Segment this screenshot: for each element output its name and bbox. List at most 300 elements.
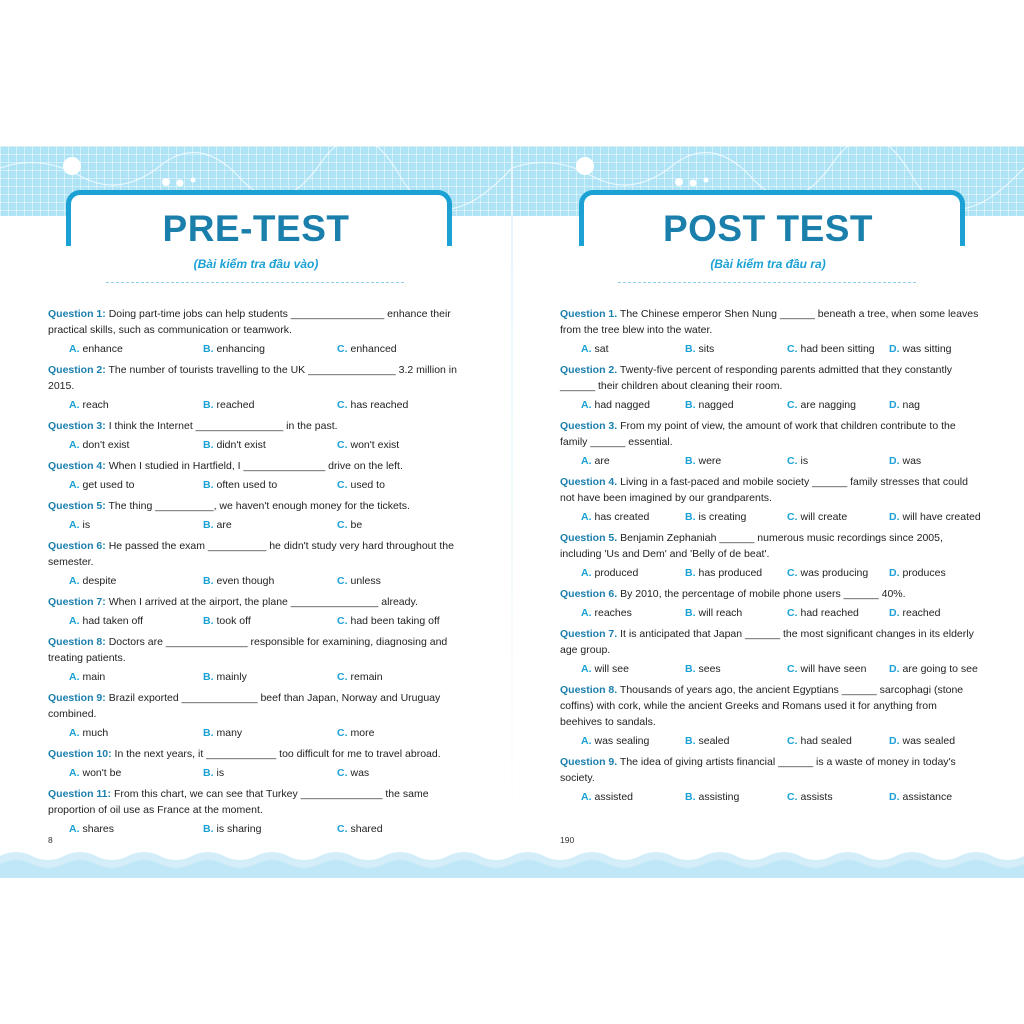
- question-label: Question 2.: [560, 364, 618, 376]
- option-text: nag: [902, 399, 921, 411]
- answer-option: [203, 765, 337, 781]
- question-label: Question 2:: [48, 364, 106, 376]
- answer-option: [685, 565, 787, 581]
- option-text: are: [216, 519, 232, 531]
- question-label: Question 3.: [560, 420, 618, 432]
- question-label: Question 4:: [48, 460, 106, 472]
- option-text: enhancing: [216, 343, 265, 355]
- answer-option: [48, 437, 203, 453]
- option-text: was sitting: [902, 343, 952, 355]
- answer-option: [787, 789, 889, 805]
- option-letter: D.: [889, 399, 900, 411]
- option-letter: B.: [685, 399, 696, 411]
- answer-option: [685, 341, 787, 357]
- post-test-page: [512, 146, 1024, 878]
- option-text: more: [350, 727, 375, 739]
- question-label: Question 6:: [48, 540, 106, 552]
- option-text: assistance: [902, 791, 953, 803]
- question-stem: [48, 594, 468, 610]
- option-letter: A.: [69, 575, 80, 587]
- option-text: has reached: [350, 399, 409, 411]
- question-item: [48, 418, 468, 453]
- question-stem: [48, 458, 468, 474]
- option-text: had taken off: [82, 615, 144, 627]
- option-text: sealed: [698, 735, 730, 747]
- answer-option: [787, 341, 889, 357]
- answer-option: [685, 661, 787, 677]
- question-stem: [48, 498, 468, 514]
- option-text: is creating: [698, 511, 747, 523]
- option-letter: D.: [889, 607, 900, 619]
- question-list: [560, 306, 980, 810]
- option-letter: D.: [889, 791, 900, 803]
- answer-option: [337, 765, 471, 781]
- answer-option: [48, 573, 203, 589]
- answer-option: [48, 613, 203, 629]
- option-text: often used to: [216, 479, 278, 491]
- option-text: are going to see: [902, 663, 978, 675]
- question-text: By 2010, the percentage of mobile phone users ______ 40%.: [620, 588, 906, 600]
- option-text: despite: [82, 575, 117, 587]
- answer-option: [889, 605, 991, 621]
- question-label: Question 7:: [48, 596, 106, 608]
- option-letter: A.: [69, 439, 80, 451]
- answer-options: [48, 725, 468, 741]
- answer-option: [685, 509, 787, 525]
- question-stem: [48, 786, 468, 818]
- question-stem: [560, 418, 980, 450]
- option-text: produces: [902, 567, 946, 579]
- option-letter: B.: [203, 823, 214, 835]
- question-text: When I studied in Hartfield, I ______________ drive on the left.: [108, 460, 403, 472]
- option-letter: A.: [69, 727, 80, 739]
- question-label: Question 3:: [48, 420, 106, 432]
- answer-options: [560, 509, 980, 525]
- option-text: don't exist: [82, 439, 130, 451]
- answer-option: [685, 605, 787, 621]
- option-text: won't exist: [350, 439, 400, 451]
- option-letter: A.: [69, 767, 80, 779]
- question-item: [48, 362, 468, 413]
- answer-option: [787, 509, 889, 525]
- option-text: unless: [350, 575, 381, 587]
- question-item: [560, 754, 980, 805]
- question-text: Living in a fast-paced and mobile society ______ family stresses that could not have been imagined by our grandparents.: [560, 476, 968, 504]
- option-letter: C.: [787, 511, 798, 523]
- question-label: Question 9.: [560, 756, 618, 768]
- answer-option: [685, 733, 787, 749]
- answer-option: [685, 789, 787, 805]
- question-stem: [560, 474, 980, 506]
- option-text: remain: [350, 671, 383, 683]
- question-item: [48, 538, 468, 589]
- answer-options: [560, 453, 980, 469]
- answer-option: [889, 453, 991, 469]
- answer-option: [203, 725, 337, 741]
- answer-option: [48, 517, 203, 533]
- page-number: 8: [48, 835, 53, 845]
- pre-test-page: [0, 146, 512, 878]
- question-label: Question 6.: [560, 588, 618, 600]
- option-letter: B.: [203, 479, 214, 491]
- answer-option: [48, 725, 203, 741]
- question-text: Doctors are ______________ responsible for examining, diagnosing and treating patients.: [48, 636, 448, 664]
- option-letter: D.: [889, 663, 900, 675]
- answer-option: [337, 725, 471, 741]
- page-number: 190: [560, 835, 575, 845]
- question-item: [48, 786, 468, 837]
- option-letter: A.: [69, 343, 80, 355]
- option-text: has created: [594, 511, 650, 523]
- question-label: Question 5.: [560, 532, 618, 544]
- option-letter: A.: [581, 343, 592, 355]
- question-text: From my point of view, the amount of work that children contribute to the family ______ essential.: [560, 420, 956, 448]
- option-text: even though: [216, 575, 275, 587]
- answer-option: [560, 789, 685, 805]
- question-label: Question 8.: [560, 684, 618, 696]
- answer-option: [48, 765, 203, 781]
- option-letter: C.: [787, 663, 798, 675]
- question-item: [560, 626, 980, 677]
- option-letter: B.: [685, 791, 696, 803]
- answer-option: [560, 565, 685, 581]
- option-letter: A.: [581, 567, 592, 579]
- option-letter: C.: [337, 519, 348, 531]
- answer-option: [560, 397, 685, 413]
- option-letter: C.: [337, 399, 348, 411]
- question-text: The thing __________, we haven't enough money for the tickets.: [108, 500, 410, 512]
- answer-option: [889, 565, 991, 581]
- option-letter: B.: [203, 575, 214, 587]
- option-text: many: [216, 727, 243, 739]
- option-letter: B.: [203, 727, 214, 739]
- option-text: were: [698, 455, 722, 467]
- question-text: Thousands of years ago, the ancient Egyptians ______ sarcophagi (stone coffins) with cork, while the ancient Greeks and Romans used it for anything from beehives to sandals.: [560, 684, 964, 728]
- option-text: will reach: [698, 607, 743, 619]
- option-text: will see: [594, 663, 629, 675]
- option-text: had been sitting: [800, 343, 875, 355]
- option-letter: D.: [889, 511, 900, 523]
- divider: [106, 282, 404, 283]
- answer-option: [203, 613, 337, 629]
- question-text: From this chart, we can see that Turkey ______________ the same proportion of oil use as France at the moment.: [48, 788, 429, 816]
- question-text: Doing part-time jobs can help students ________________ enhance their practical skills, such as communication or teamwork.: [48, 308, 451, 336]
- option-letter: B.: [203, 343, 214, 355]
- answer-option: [685, 453, 787, 469]
- page-title: POST TEST: [662, 208, 874, 249]
- option-letter: C.: [787, 455, 798, 467]
- answer-option: [787, 605, 889, 621]
- option-letter: C.: [337, 727, 348, 739]
- answer-option: [337, 669, 471, 685]
- option-text: sat: [594, 343, 609, 355]
- question-item: [48, 690, 468, 741]
- option-letter: C.: [787, 791, 798, 803]
- question-text: In the next years, it ____________ too difficult for me to travel abroad.: [114, 748, 441, 760]
- question-stem: [48, 306, 468, 338]
- answer-option: [203, 669, 337, 685]
- option-letter: A.: [69, 615, 80, 627]
- answer-option: [889, 733, 991, 749]
- option-letter: B.: [685, 607, 696, 619]
- question-list: [48, 306, 468, 842]
- option-letter: A.: [581, 663, 592, 675]
- question-item: [48, 746, 468, 781]
- option-letter: A.: [581, 735, 592, 747]
- page-subtitle: (Bài kiểm tra đầu ra): [710, 257, 826, 271]
- option-letter: A.: [581, 399, 592, 411]
- option-text: shares: [82, 823, 115, 835]
- option-text: produced: [594, 567, 639, 579]
- option-letter: C.: [337, 439, 348, 451]
- answer-option: [203, 437, 337, 453]
- answer-option: [48, 821, 203, 837]
- option-text: are nagging: [800, 399, 856, 411]
- answer-option: [560, 453, 685, 469]
- question-stem: [48, 634, 468, 666]
- question-stem: [560, 362, 980, 394]
- question-item: [560, 474, 980, 525]
- answer-options: [560, 341, 980, 357]
- option-letter: B.: [203, 767, 214, 779]
- question-stem: [560, 754, 980, 786]
- option-text: enhance: [82, 343, 123, 355]
- question-stem: [48, 418, 468, 434]
- question-stem: [48, 362, 468, 394]
- question-label: Question 5:: [48, 500, 106, 512]
- option-letter: C.: [787, 735, 798, 747]
- question-text: When I arrived at the airport, the plane _______________ already.: [108, 596, 418, 608]
- option-letter: B.: [685, 455, 696, 467]
- question-text: The number of tourists travelling to the UK _______________ 3.2 million in 2015.: [48, 364, 457, 392]
- answer-option: [48, 669, 203, 685]
- option-text: sees: [698, 663, 721, 675]
- answer-option: [787, 733, 889, 749]
- answer-options: [48, 669, 468, 685]
- question-item: [48, 634, 468, 685]
- option-text: assists: [800, 791, 833, 803]
- answer-option: [337, 613, 471, 629]
- option-text: are: [594, 455, 610, 467]
- answer-option: [560, 661, 685, 677]
- option-text: didn't exist: [216, 439, 266, 451]
- option-letter: B.: [203, 519, 214, 531]
- option-letter: B.: [685, 567, 696, 579]
- answer-option: [337, 477, 471, 493]
- option-letter: C.: [337, 767, 348, 779]
- option-text: much: [82, 727, 109, 739]
- option-text: main: [82, 671, 106, 683]
- option-text: will create: [800, 511, 848, 523]
- option-letter: B.: [203, 671, 214, 683]
- option-letter: A.: [581, 791, 592, 803]
- answer-options: [48, 765, 468, 781]
- question-stem: [560, 626, 980, 658]
- answer-option: [337, 821, 471, 837]
- answer-option: [560, 733, 685, 749]
- answer-options: [48, 573, 468, 589]
- question-item: [560, 362, 980, 413]
- question-stem: [560, 306, 980, 338]
- option-text: reach: [82, 399, 109, 411]
- answer-option: [560, 605, 685, 621]
- question-item: [560, 586, 980, 621]
- answer-options: [560, 789, 980, 805]
- option-text: is: [82, 519, 91, 531]
- option-text: reaches: [594, 607, 632, 619]
- answer-option: [337, 573, 471, 589]
- option-letter: C.: [337, 615, 348, 627]
- option-text: shared: [350, 823, 383, 835]
- option-text: had reached: [800, 607, 859, 619]
- option-text: enhanced: [350, 343, 397, 355]
- answer-options: [560, 661, 980, 677]
- answer-option: [889, 397, 991, 413]
- question-text: It is anticipated that Japan ______ the most significant changes in its elderly age group.: [560, 628, 974, 656]
- option-letter: A.: [581, 511, 592, 523]
- answer-options: [48, 437, 468, 453]
- answer-options: [48, 341, 468, 357]
- option-letter: C.: [787, 567, 798, 579]
- question-item: [48, 594, 468, 629]
- option-letter: B.: [203, 615, 214, 627]
- option-letter: C.: [787, 343, 798, 355]
- answer-option: [337, 517, 471, 533]
- question-label: Question 7.: [560, 628, 618, 640]
- option-letter: B.: [685, 511, 696, 523]
- option-text: mainly: [216, 671, 247, 683]
- option-letter: B.: [685, 735, 696, 747]
- option-text: was sealed: [902, 735, 956, 747]
- option-text: had nagged: [594, 399, 650, 411]
- option-text: was producing: [800, 567, 869, 579]
- answer-options: [560, 733, 980, 749]
- answer-options: [48, 517, 468, 533]
- option-letter: B.: [685, 343, 696, 355]
- option-letter: A.: [69, 823, 80, 835]
- option-letter: D.: [889, 735, 900, 747]
- wave-footer: [0, 846, 1024, 878]
- option-text: has produced: [698, 567, 763, 579]
- page-subtitle: (Bài kiểm tra đầu vào): [193, 257, 319, 271]
- answer-options: [48, 821, 468, 837]
- question-text: I think the Internet _______________ in the past.: [108, 420, 338, 432]
- question-label: Question 11:: [48, 788, 112, 800]
- option-text: be: [350, 519, 363, 531]
- answer-option: [337, 341, 471, 357]
- answer-option: [889, 661, 991, 677]
- question-label: Question 9:: [48, 692, 106, 704]
- answer-option: [203, 341, 337, 357]
- answer-option: [787, 661, 889, 677]
- answer-option: [203, 573, 337, 589]
- answer-option: [203, 397, 337, 413]
- option-text: won't be: [82, 767, 122, 779]
- question-item: [48, 458, 468, 493]
- answer-option: [560, 341, 685, 357]
- answer-options: [48, 397, 468, 413]
- question-text: Twenty-five percent of responding parents admitted that they constantly ______ their children about cleaning their room.: [560, 364, 953, 392]
- option-text: reached: [902, 607, 941, 619]
- question-label: Question 10:: [48, 748, 112, 760]
- option-letter: A.: [69, 479, 80, 491]
- option-letter: C.: [787, 607, 798, 619]
- option-letter: B.: [203, 439, 214, 451]
- option-text: is: [800, 455, 809, 467]
- answer-option: [203, 477, 337, 493]
- option-letter: C.: [787, 399, 798, 411]
- option-letter: A.: [581, 455, 592, 467]
- question-stem: [560, 530, 980, 562]
- answer-option: [337, 397, 471, 413]
- answer-option: [787, 397, 889, 413]
- option-text: was: [902, 455, 922, 467]
- option-letter: A.: [69, 519, 80, 531]
- option-text: assisting: [698, 791, 740, 803]
- option-letter: A.: [69, 399, 80, 411]
- option-letter: C.: [337, 343, 348, 355]
- option-letter: B.: [203, 399, 214, 411]
- question-text: The idea of giving artists financial ______ is a waste of money in today's society.: [560, 756, 956, 784]
- answer-option: [203, 821, 337, 837]
- option-letter: D.: [889, 343, 900, 355]
- answer-option: [685, 397, 787, 413]
- question-stem: [560, 682, 980, 730]
- question-text: Benjamin Zephaniah ______ numerous music recordings since 2005, including 'Us and Dem' and 'Belly of de beat'.: [560, 532, 943, 560]
- answer-option: [889, 789, 991, 805]
- option-text: was sealing: [594, 735, 650, 747]
- answer-options: [560, 397, 980, 413]
- option-letter: D.: [889, 455, 900, 467]
- question-item: [560, 682, 980, 749]
- option-letter: C.: [337, 671, 348, 683]
- answer-option: [48, 341, 203, 357]
- question-item: [560, 418, 980, 469]
- question-stem: [48, 746, 468, 762]
- question-item: [48, 306, 468, 357]
- answer-option: [48, 477, 203, 493]
- answer-option: [787, 453, 889, 469]
- question-text: He passed the exam __________ he didn't study very hard throughout the semester.: [48, 540, 454, 568]
- option-text: is sharing: [216, 823, 262, 835]
- option-text: had sealed: [800, 735, 852, 747]
- option-letter: C.: [337, 823, 348, 835]
- answer-option: [48, 397, 203, 413]
- option-text: was: [350, 767, 370, 779]
- question-label: Question 1:: [48, 308, 106, 320]
- answer-option: [889, 509, 991, 525]
- option-text: took off: [216, 615, 251, 627]
- question-stem: [48, 538, 468, 570]
- question-text: Brazil exported _____________ beef than Japan, Norway and Uruguay combined.: [48, 692, 441, 720]
- option-letter: A.: [69, 671, 80, 683]
- option-text: is: [216, 767, 225, 779]
- option-text: will have created: [902, 511, 981, 523]
- divider: [618, 282, 916, 283]
- question-label: Question 8:: [48, 636, 106, 648]
- option-text: used to: [350, 479, 385, 491]
- option-letter: C.: [337, 479, 348, 491]
- option-text: had been taking off: [350, 615, 440, 627]
- question-label: Question 4.: [560, 476, 618, 488]
- answer-option: [787, 565, 889, 581]
- answer-option: [337, 437, 471, 453]
- answer-options: [560, 605, 980, 621]
- question-stem: [560, 586, 980, 602]
- question-item: [560, 306, 980, 357]
- answer-options: [48, 477, 468, 493]
- answer-options: [48, 613, 468, 629]
